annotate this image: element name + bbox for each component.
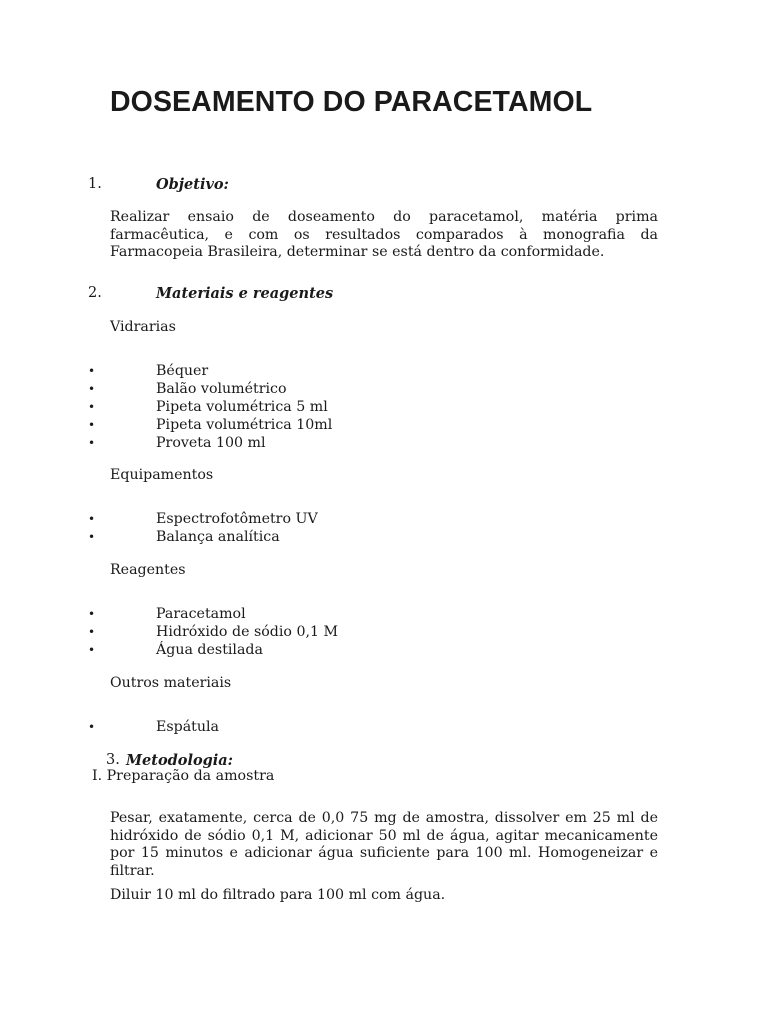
methodology-paragraph-2: Diluir 10 ml do filtrado para 100 ml com água. bbox=[110, 887, 446, 903]
bullet-icon: • bbox=[88, 643, 96, 657]
bullet-icon: • bbox=[88, 625, 96, 639]
group-label-vidrarias: Vidrarias bbox=[110, 319, 176, 335]
section-1-heading bbox=[88, 176, 388, 196]
section-3-label: Metodologia: bbox=[126, 752, 234, 769]
bullet-icon: • bbox=[88, 400, 96, 414]
document-title: DOSEAMENTO DO PARACETAMOL bbox=[110, 86, 593, 118]
methodology-paragraph-1: Pesar, exatamente, cerca de 0,0 75 mg de amostra, dissolver em 25 ml de hidróxido de sódio 0,1 M, adicionar 50 ml de água, agitar mecanicamente por 15 minutos e adicionar água suficiente para 100 ml. Homogeneizar e filtrar. bbox=[110, 810, 658, 879]
bullet-icon: • bbox=[88, 720, 96, 734]
section-3-number: 3. bbox=[106, 752, 120, 768]
bullet-icon: • bbox=[88, 530, 96, 544]
section-2-label: Materiais e reagentes bbox=[156, 285, 334, 302]
bullet-icon: • bbox=[88, 436, 96, 450]
section-2-number: 2. bbox=[88, 285, 102, 301]
subsection-title: I. Preparação da amostra bbox=[92, 768, 275, 784]
document-page: DOSEAMENTO DO PARACETAMOL 1. Objetivo: Realizar ensaio de doseamento do paracetamol, matéria prima farmacêutica, e com os resultados comparados à monografia da Farmacopeia Brasileira, determinar se está dentro da conformidade. 2. Materiais e reagentes Vidrarias • Béquer • Balão volumétrico • Pipeta volumétrica 5 ml • Pipeta volumétrica 10ml • Proveta 100 ml Equipamentos • Espectrofotômetro UV • Balança analítica Reagentes • Paracetamol • Hidróxido de sódio 0,1 M • Água destilada Outros materiais • Espátula 3. Metodologia: I. Preparação da amostra Pesar, exatamente, cerca de 0,0 75 mg de amostra, dissolver em 25 ml de hidróxido de sódio 0,1 M, adicionar 50 ml de água, agitar mecanicamente por 15 minutos e adicionar água suficiente para 100 ml. Homogeneizar e filtrar. Diluir 10 ml do filtrado para 100 ml com água. bbox=[88, 86, 658, 903]
section-1-paragraph: Realizar ensaio de doseamento do paracetamol, matéria prima farmacêutica, e com os resultados comparados à monografia da Farmacopeia Brasileira, determinar se está dentro da conformidade. bbox=[110, 209, 658, 260]
section-1-number: 1. bbox=[88, 176, 102, 192]
group-label-outros-materiais: Outros materiais bbox=[110, 675, 232, 691]
section-2-heading bbox=[88, 285, 488, 305]
bullet-icon: • bbox=[88, 382, 96, 396]
group-label-equipamentos: Equipamentos bbox=[110, 467, 214, 483]
bullet-icon: • bbox=[88, 364, 96, 378]
bullet-icon: • bbox=[88, 512, 96, 526]
group-label-reagentes: Reagentes bbox=[110, 562, 186, 578]
bullet-icon: • bbox=[88, 607, 96, 621]
section-1-label: Objetivo: bbox=[156, 176, 229, 193]
bullet-icon: • bbox=[88, 418, 96, 432]
